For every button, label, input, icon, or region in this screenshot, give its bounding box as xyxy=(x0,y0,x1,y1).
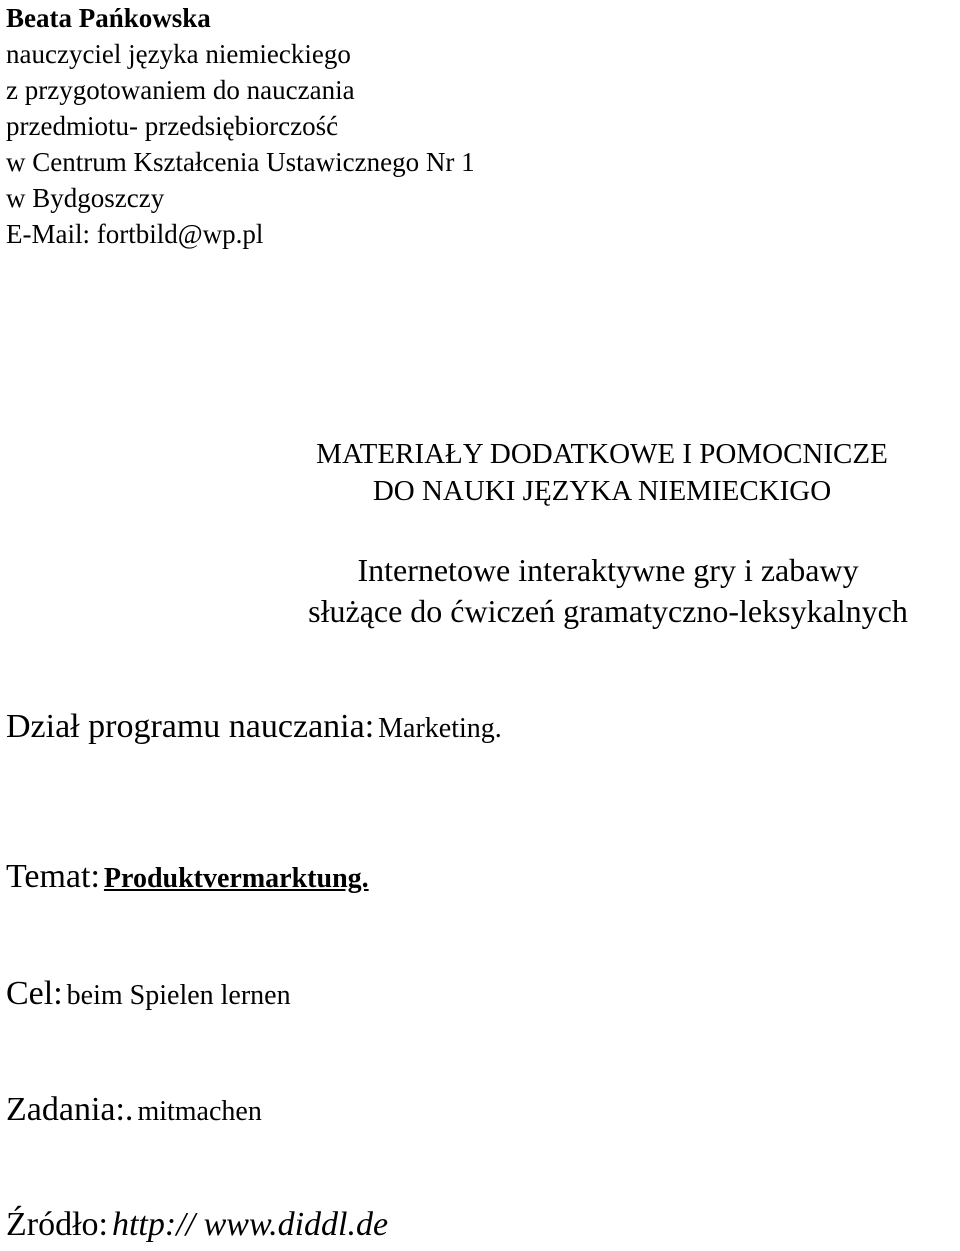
goal-row xyxy=(6,975,291,1013)
author-line: z przygotowaniem do nauczania xyxy=(6,75,355,105)
author-line: nauczyciel języka niemieckiego xyxy=(6,39,351,69)
topic-label: Temat: xyxy=(6,858,100,895)
program-section-row xyxy=(6,708,502,746)
program-section-value: Marketing. xyxy=(378,713,502,744)
source-link[interactable]: http:// www.diddl.de xyxy=(111,1206,389,1243)
author-block xyxy=(6,0,475,252)
subtitle-line-1: Internetowe interaktywne gry i zabawy xyxy=(357,552,859,588)
topic-value: Produktvermarktung. xyxy=(103,863,369,894)
source-row xyxy=(6,1206,388,1244)
topic-row xyxy=(6,858,369,896)
author-line: przedmiotu- przedsiębiorczość xyxy=(6,111,339,141)
document-heading xyxy=(0,436,960,510)
author-line: w Bydgoszczy xyxy=(6,183,165,213)
source-label: Źródło: xyxy=(6,1206,108,1243)
goal-label: Cel: xyxy=(6,975,63,1012)
heading-line-1: MATERIAŁY DODATKOWE I POMOCNICZE xyxy=(316,438,888,470)
author-line: w Centrum Kształcenia Ustawicznego Nr 1 xyxy=(6,147,475,177)
document-subtitle xyxy=(258,550,958,632)
author-email: E-Mail: fortbild@wp.pl xyxy=(6,219,264,249)
tasks-row xyxy=(6,1091,262,1129)
subtitle-line-2: służące do ćwiczeń gramatyczno-leksykalnych xyxy=(308,593,908,629)
tasks-label: Zadania:. xyxy=(6,1091,134,1128)
program-section-label: Dział programu nauczania: xyxy=(6,708,375,745)
goal-value: beim Spielen lernen xyxy=(66,980,291,1011)
heading-line-2: DO NAUKI JĘZYKA NIEMIECKIGO xyxy=(372,475,832,507)
author-name: Beata Pańkowska xyxy=(6,3,211,33)
tasks-value: mitmachen xyxy=(137,1096,262,1127)
